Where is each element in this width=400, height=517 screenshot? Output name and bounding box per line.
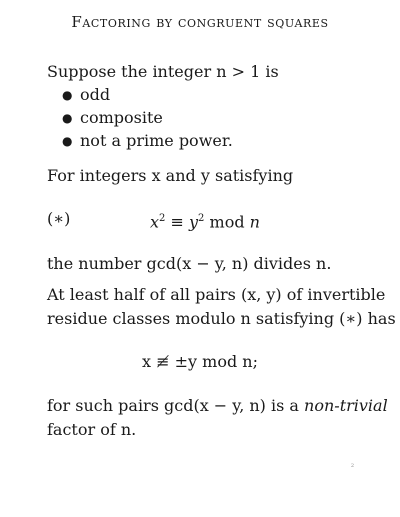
paragraph-line: residue classes modulo n satisfying (∗) has bbox=[47, 309, 396, 328]
display-formula: x ≢ ±y mod n; bbox=[142, 352, 258, 371]
slide-title: Factoring by congruent squares bbox=[71, 13, 329, 31]
page-number: 2 bbox=[350, 463, 354, 469]
bullet-icon: ● bbox=[62, 88, 73, 102]
intro-text: Suppose the integer n > 1 is bbox=[47, 62, 279, 81]
equation-label: (∗) bbox=[47, 209, 71, 228]
paragraph-line: for such pairs gcd(x − y, n) is a non-trivial bbox=[47, 396, 388, 415]
bullet-icon: ● bbox=[62, 111, 73, 125]
congruence-equation: $x^2 \equiv y^2$ mod n bbox=[150, 212, 260, 232]
emphasis-text: non-trivial bbox=[304, 396, 388, 415]
bullet-item-composite: composite bbox=[80, 108, 163, 127]
paragraph-line: factor of n. bbox=[47, 420, 137, 439]
lead-text: For integers x and y satisfying bbox=[47, 166, 294, 185]
paragraph-line: At least half of all pairs (x, y) of invertible bbox=[47, 285, 386, 304]
bullet-item-odd: odd bbox=[80, 85, 111, 104]
gcd-divides-text: the number gcd(x − y, n) divides n. bbox=[47, 254, 332, 273]
bullet-item-not-prime-power: not a prime power. bbox=[80, 131, 233, 150]
bullet-icon: ● bbox=[62, 134, 73, 148]
